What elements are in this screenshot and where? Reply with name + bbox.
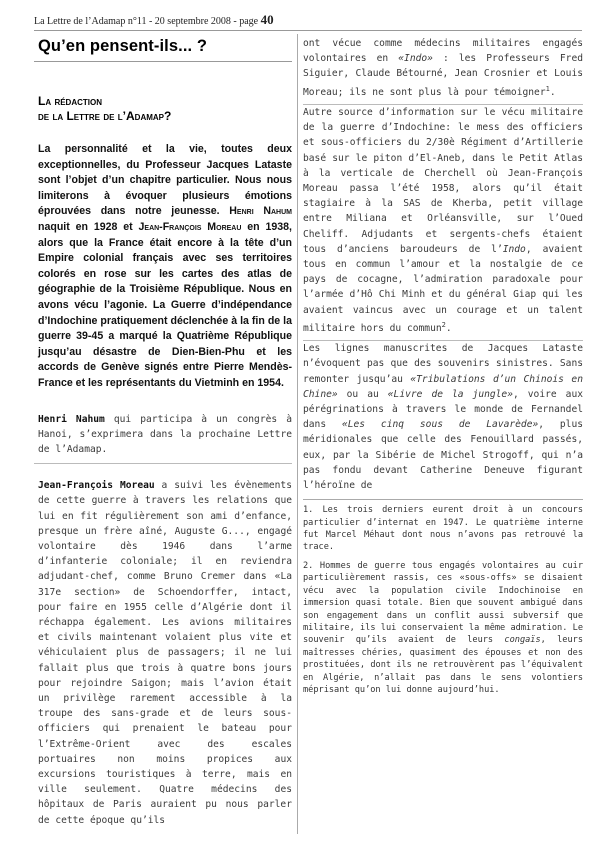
right-column — [303, 36, 583, 696]
lead-text-2: naquit en 1928 et — [38, 220, 139, 233]
lead-text-3: en 1938, alors que la France était encore à la tête d’un Empire colonial français avec ses territoires colorés en rose sur les cartes des atlas de géographie de la Troisième République. Nous en avons vécu l’agonie. La Guerre d’indépendance d’Indochine pratiquement déclenchée à la fin de la guerre 39-45 a marqué la Quatrième République jusqu’au désastre de Dien-Bien-Phu et les accords de Genève signés entre Pierre Mendès-France et les représentants du Vietminh en 1954. — [38, 220, 292, 389]
left-column — [34, 34, 292, 828]
kicker — [38, 94, 292, 124]
text-span: ou au — [337, 388, 388, 400]
footnote-2 — [303, 560, 583, 696]
em-span: «Tribulations d’un Chinois en Chine» — [303, 373, 583, 400]
text-span: Autre source d’information sur le vécu militaire de la guerre d’Indochine: le mess des officiers et sous-officiers du 2/30è Régiment d’Artillerie basé sur le piton d’El-Aneb, dans le Petit Atlas à la verticale de Cherchell où Jean-François Moreau passa l’été 1958, alors qu’il était stagiaire à la SAS de Kherba, petit village entre Miliana et Orléansville, sur l’Oued Cheliff. Adjudants et sergents-chefs étaient tous d’anciens baroudeurs de l’ — [303, 107, 583, 255]
text-span: , plus méridionales que celle des Fenouillard passés, eux, par la Sibérie de Michel Strogoff, qui n’a pas fondu devant Catherine Deneuve figurant l’héroïne de — [303, 419, 584, 492]
lead-name-nahum: Henri Nahum — [229, 205, 292, 218]
page-header — [34, 12, 274, 28]
article-title: Qu’en pensent-ils... ? — [38, 37, 208, 55]
text-span: ont vécue comme médecins militaires engagés volontaires en — [303, 38, 583, 65]
footnote-1: 1. Les trois derniers eurent droit à un concours particulier d’internat en 1947. Le quatrième interne fut Marcel Méhaut dont nous n’avons pas retrouvé la trace. — [303, 505, 583, 553]
text-span: Les lignes manuscrites de Jacques Lataste n’évoquent pas que des souvenirs sinistres. Sans remonter jusqu’au — [303, 343, 583, 385]
name-moreau: Jean-François Moreau — [38, 480, 155, 492]
paragraph-moreau — [38, 478, 292, 828]
text-span: , voire aux pérégrinations à travers le monde de Fernandel dans — [303, 388, 583, 431]
em-span: «Les cinq sous de Lavarède» — [341, 419, 539, 431]
text-span: , leurs maîtresses chéries, quasiment des épouses et non des prostituées, dont ils ne retrouvèrent pas l’équivalent en Algérie, n’allait pas dans le sens volontiers méprisant qu’on lui donne aujourd’hui. — [303, 635, 583, 695]
text-span: . — [445, 323, 452, 335]
text-nahum: qui participa à un congrès à Hanoi, s’exprimera dans la prochaine Lettre de l’Adamap. — [38, 413, 292, 455]
footnote-ref-2: 2 — [441, 320, 446, 329]
header-rule — [34, 30, 582, 31]
kicker-line-1: La rédaction — [38, 94, 102, 108]
paragraph-rule — [34, 463, 292, 464]
text-moreau: a suivi les évènements de cette guerre à travers les relations que lui en fit régulièrement son ami d’enfance, presque un frère aîné, Auguste G..., engagé volontaire dès 1946 dans l’arme d’infanterie coloniale; il en reviendra adjudant-chef, comme Bruno Cremer dans «La 317e section» de Schoendorffer, intact, pour faire en 1955 celle d’Algérie dont il réchappa également. Les avions militaires et civils maintenant volaient plus vite et véhiculaient plus de passagers; il ne lui fallait plus que trois à quatre bons jours pour rejoindre Saigon; mais l’avion était un privilège rarement accessible à la troupe des sans-grade et de leurs sous-officiers qui prenaient le bateau pour l’Extrême-Orient avec des escales portuaires non moins propices aux excursions touristiques à terre, mais en ville seulement. Quatre médecins des hôpitaux de Paris auraient pu nous parler de cette époque qu’ils — [38, 480, 292, 826]
page-number: 40 — [260, 12, 274, 27]
em-span: «Indo» — [398, 53, 433, 65]
text-span: 2. Hommes de guerre tous engagés volontaires au cuir particulièrement rassis, ces «sous-offs» se disaient vécu avec la population civile Indochinoise en immersion quasi totale. Bien que souvent ambigué dans son engagement dans un conflit aussi subversif que militaire, ils lui conservaient la même admiration. Le souvenir qu’ils avaient de leurs — [303, 560, 583, 646]
kicker-line-2: de la Lettre de l’Adamap? — [38, 109, 172, 123]
name-nahum: Henri Nahum — [38, 413, 105, 425]
paragraph-source — [303, 105, 583, 336]
em-span: «Livre de la jungle» — [387, 388, 513, 400]
em-span: Indo — [502, 243, 526, 255]
lead-text-1: La personnalité et la vie, toutes deux exceptionnelles, du Professeur Jacques Lataste sont l’objet d’un chapitre particulier. Nous nous limiterons à évoquer plusieurs émotions éprouvées dans notre jeunesse. — [38, 143, 292, 218]
column-rule — [297, 34, 298, 834]
paragraph-medecins — [303, 36, 583, 100]
title-rule — [34, 61, 292, 62]
paragraph-nahum — [38, 412, 292, 458]
text-span: , avaient tous en commun l’amour et la nostalgie de ce pays de cocagne, l’admiration paradoxale pour l’armée d’Hô Chi Minh et du général Giap qui les avaient vaincus avec un courage et un talent militaire hors du commun — [303, 243, 583, 335]
text-span: . — [549, 86, 556, 98]
lead-name-moreau: Jean-François Moreau — [138, 220, 242, 233]
header-text: La Lettre de l’Adamap n°11 - 20 septembre 2008 - page — [34, 16, 261, 27]
em-span: congaïs — [504, 635, 541, 646]
text-span: : les Professeurs Fred Siguier, Claude Bétourné, Jean Crosnier et Louis Moreau; ils ne sont plus là pour témoigner — [303, 53, 583, 98]
lead-paragraph — [38, 142, 292, 392]
footnotes-rule — [303, 499, 583, 500]
paragraph-lataste — [303, 341, 583, 493]
footnote-ref-1: 1 — [545, 84, 550, 93]
